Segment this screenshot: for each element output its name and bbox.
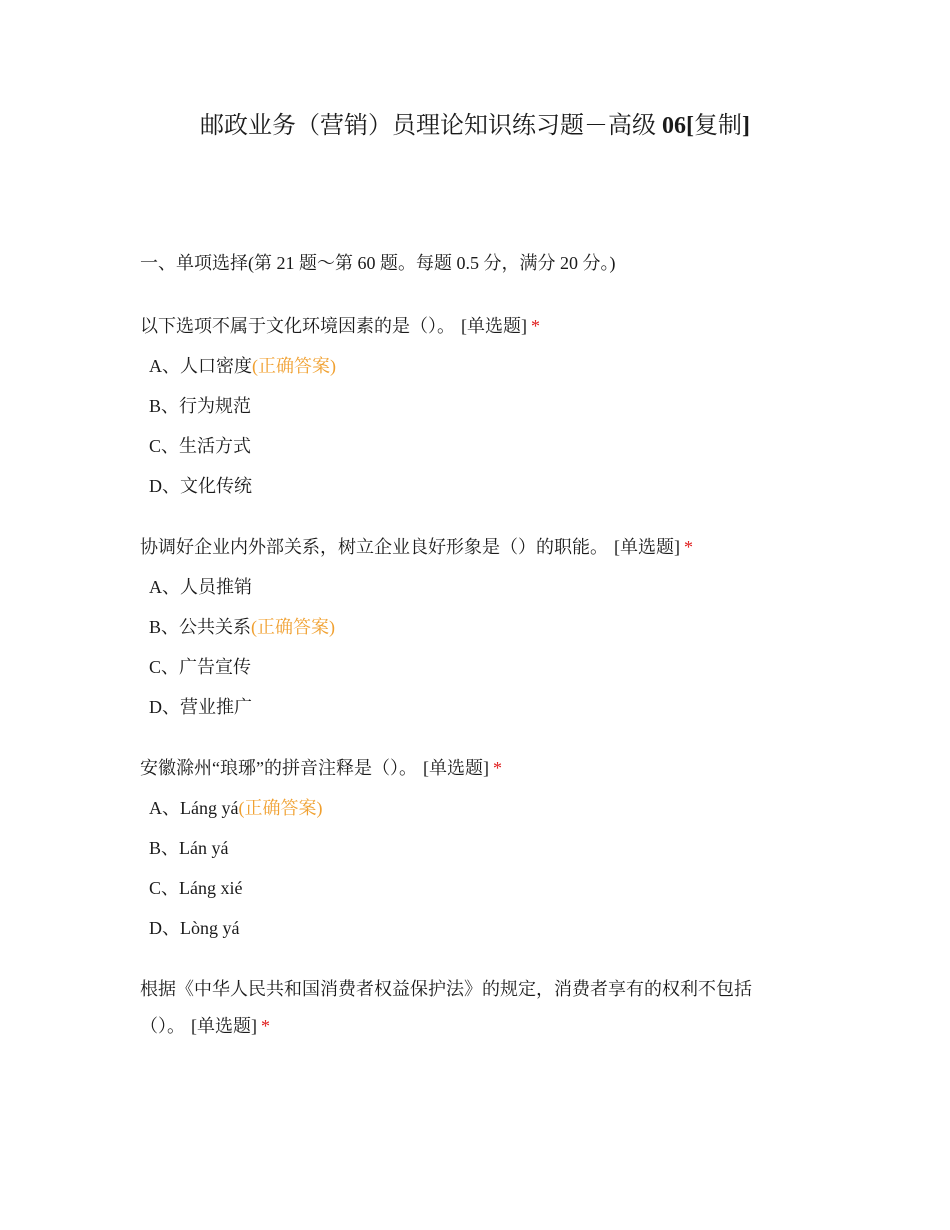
title-bracket-end: ] bbox=[742, 113, 750, 139]
required-star: * bbox=[531, 316, 540, 336]
option-label: B、行为规范 bbox=[149, 396, 252, 416]
option-d[interactable] bbox=[140, 471, 800, 501]
question-stem bbox=[140, 529, 790, 566]
option-list bbox=[140, 572, 800, 722]
question-text: 安徽滁州“琅琊”的拼音注释是（）。 bbox=[140, 758, 417, 778]
option-label: A、人口密度 bbox=[149, 356, 252, 376]
option-label: B、公共关系 bbox=[149, 617, 252, 637]
option-a[interactable] bbox=[140, 793, 800, 823]
required-star: * bbox=[261, 1016, 270, 1036]
question-1 bbox=[140, 308, 800, 501]
question-text: 以下选项不属于文化环境因素的是（）。 bbox=[140, 316, 455, 336]
questionnaire-body bbox=[140, 248, 800, 1073]
correct-answer-mark: (正确答案) bbox=[251, 617, 336, 637]
question-text: 协调好企业内外部关系，树立企业良好形象是（）的职能。 bbox=[140, 537, 608, 557]
question-type-label: [单选题] bbox=[422, 758, 489, 778]
option-b[interactable] bbox=[140, 833, 800, 863]
option-d[interactable] bbox=[140, 913, 800, 943]
option-c[interactable] bbox=[140, 873, 800, 903]
option-d[interactable] bbox=[140, 692, 800, 722]
question-type-label: [单选题] bbox=[614, 537, 680, 557]
option-label: A、Láng yá bbox=[149, 798, 239, 818]
option-label: C、生活方式 bbox=[149, 436, 252, 456]
question-4 bbox=[140, 971, 800, 1045]
question-stem bbox=[140, 750, 790, 787]
title-copy-label: 复制 bbox=[694, 113, 742, 139]
option-c[interactable] bbox=[140, 431, 800, 461]
question-3 bbox=[140, 750, 800, 943]
question-type-label: [单选题] bbox=[461, 316, 527, 336]
required-star: * bbox=[684, 537, 693, 557]
option-label: B、Lán yá bbox=[149, 838, 229, 858]
option-b[interactable] bbox=[140, 612, 800, 642]
title-number: 06[ bbox=[662, 113, 694, 139]
option-list bbox=[140, 793, 800, 943]
required-star: * bbox=[492, 758, 502, 778]
option-label: D、文化传统 bbox=[149, 476, 252, 496]
correct-answer-mark: (正确答案) bbox=[238, 798, 323, 818]
option-c[interactable] bbox=[140, 652, 800, 682]
option-label: D、Lòng yá bbox=[149, 918, 240, 938]
option-list bbox=[140, 351, 800, 501]
option-label: D、营业推广 bbox=[149, 697, 252, 717]
option-a[interactable] bbox=[140, 572, 800, 602]
option-label: C、Láng xié bbox=[149, 878, 243, 898]
question-stem bbox=[140, 308, 790, 345]
question-2 bbox=[140, 529, 800, 722]
title-prefix: 邮政业务（营销）员理论知识练习题－高级 bbox=[200, 113, 656, 139]
document-title bbox=[0, 108, 950, 144]
option-label: C、广告宣传 bbox=[149, 657, 252, 677]
option-a[interactable] bbox=[140, 351, 800, 381]
correct-answer-mark: (正确答案) bbox=[252, 356, 336, 376]
option-b[interactable] bbox=[140, 391, 800, 421]
question-text: 根据《中华人民共和国消费者权益保护法》的规定，消费者享有的权利不包括（）。 bbox=[140, 979, 752, 1036]
option-label: A、人员推销 bbox=[149, 577, 252, 597]
section-heading: 一、单项选择(第 21 题～第 60 题。每题 0.5 分，满分 20 分。) bbox=[140, 253, 616, 273]
question-type-label: [单选题] bbox=[191, 1016, 257, 1036]
question-stem bbox=[140, 971, 790, 1045]
